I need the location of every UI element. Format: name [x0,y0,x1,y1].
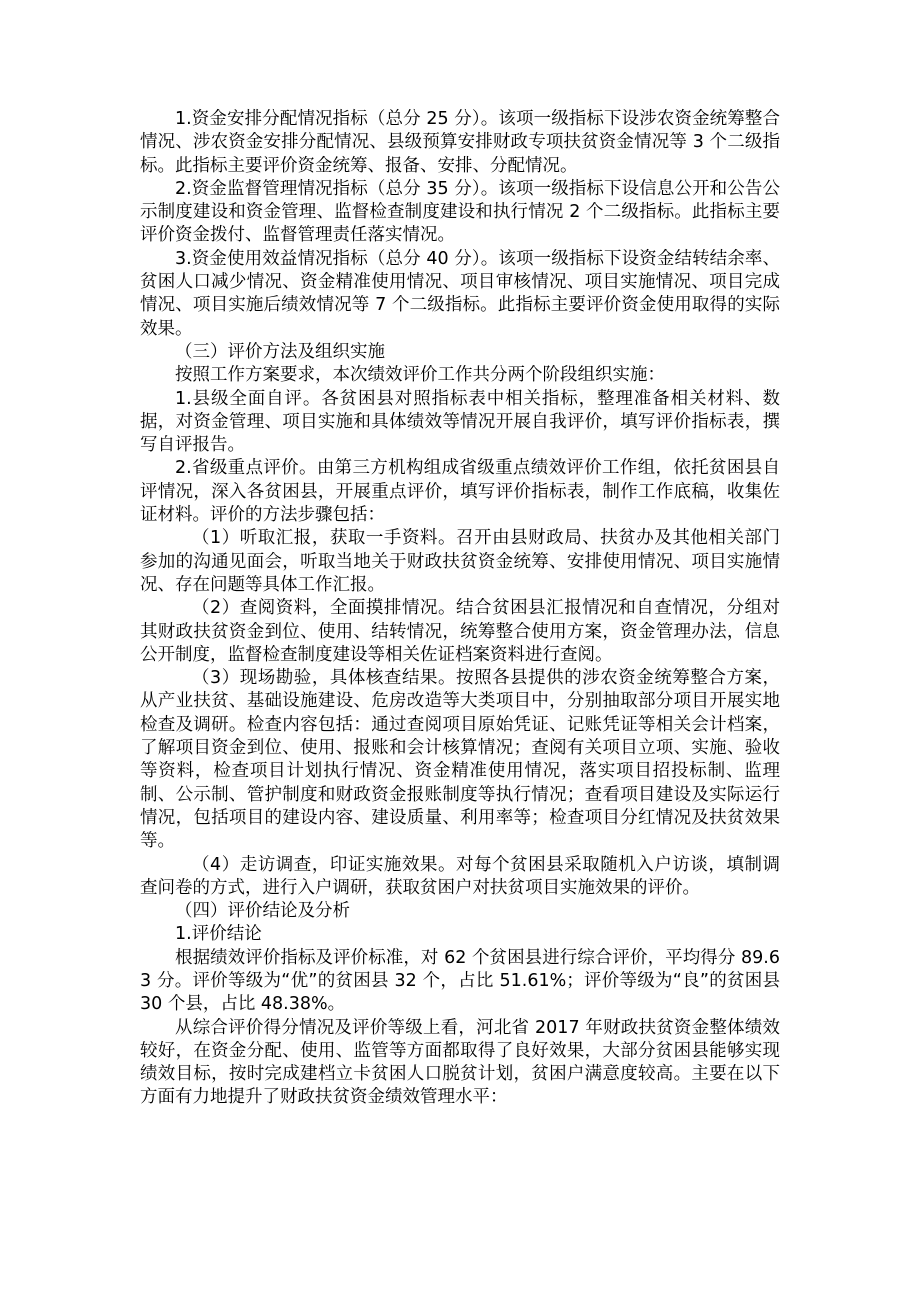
paragraph-step-2: （2）查阅资料，全面摸排情况。结合贫困县汇报情况和自查情况，分组对其财政扶贫资金到位、使用、结转情况，统筹整合使用方案，资金管理办法，信息公开制度，监督检查制度建设等相关佐证档案资料进行查阅。 [140,598,780,665]
paragraph-intro-stages: 按照工作方案要求，本次绩效评价工作共分两个阶段组织实施： [175,365,665,386]
paragraph-indicator-1: 1.资金安排分配情况指标（总分 25 分）。该项一级指标下设涉农资金统筹整合情况、涉农资金安排分配情况、县级预算安排财政专项扶贫资金情况等 3 个二级指标。此指标主要评价资金统筹、报备、安排、分配情况。 [140,109,780,176]
paragraph-step-4: （4）走访调查，印证实施效果。对每个贫困县采取随机入户访谈，填制调查问卷的方式，进行入户调研，获取贫困户对扶贫项目实施效果的评价。 [140,854,780,898]
paragraph-indicator-3: 3.资金使用效益情况指标（总分 40 分）。该项一级指标下设资金结转结余率、贫困人口减少情况、资金精准使用情况、项目审核情况、项目实施情况、项目完成情况、项目实施后绩效情况等 7 个二级指标。此指标主要评价资金使用取得的实际效果。 [140,248,780,339]
paragraph-step-3: （3）现场勘验，具体核查结果。按照各县提供的涉农资金统筹整合方案，从产业扶贫、基础设施建设、危房改造等大类项目中，分别抽取部分项目开展实地检查及调研。检查内容包括：通过查阅项目原始凭证、记账凭证等相关会计档案，了解项目资金到位、使用、报账和会计核算情况；查阅有关项目立项、实施、验收等资料，检查项目计划执行情况、资金精准使用情况，落实项目招投标制、监理制、公示制、管护制度和财政资金报账制度等执行情况；查看项目建设及实际运行情况，包括项目的建设内容、建设质量、利用率等；检查项目分红情况及扶贫效果等。 [140,668,780,852]
paragraph-stage-1: 1.县级全面自评。各贫困县对照指标表中相关指标，整理准备相关材料、数据，对资金管理、项目实施和具体绩效等情况开展自我评价，填写评价指标表，撰写自评报告。 [140,388,780,456]
paragraph-step-1: （1）听取汇报，获取一手资料。召开由县财政局、扶贫办及其他相关部门参加的沟通见面会，听取当地关于财政扶贫资金统筹、安排使用情况、项目实施情况、存在问题等具体工作汇报。 [140,528,780,595]
paragraph-analysis: 从综合评价得分情况及评价等级上看，河北省 2017 年财政扶贫资金整体绩效较好，在资金分配、使用、监管等方面都取得了良好效果，大部分贫困县能够实现绩效目标，按时完成建档立卡贫困人口脱贫计划，贫困户满意度较高。主要在以下方面有力地提升了财政扶贫资金绩效管理水平： [140,1017,780,1108]
paragraph-indicator-2: 2.资金监督管理情况指标（总分 35 分）。该项一级指标下设信息公开和公告公示制度建设和资金管理、监督检查制度建设和执行情况 2 个二级指标。此指标主要评价资金拨付、监督管理责任落实情况。 [140,178,780,246]
document-body [140,108,780,1110]
section-heading-3: （三）评价方法及组织实施 [175,341,385,362]
subheading-conclusion: 1.评价结论 [175,924,262,945]
paragraph-results: 根据绩效评价指标及评价标准，对 62 个贫困县进行综合评价，平均得分 89.63 分。评价等级为“优”的贫困县 32 个，占比 51.61%；评价等级为“良”的贫困县 30 个县，占比 48.38%。 [140,947,780,1015]
section-heading-4: （四）评价结论及分析 [175,901,350,922]
paragraph-stage-2: 2.省级重点评价。由第三方机构组成省级重点绩效评价工作组，依托贫困县自评情况，深入各贫困县，开展重点评价，填写评价指标表，制作工作底稿，收集佐证材料。评价的方法步骤包括： [140,458,780,526]
